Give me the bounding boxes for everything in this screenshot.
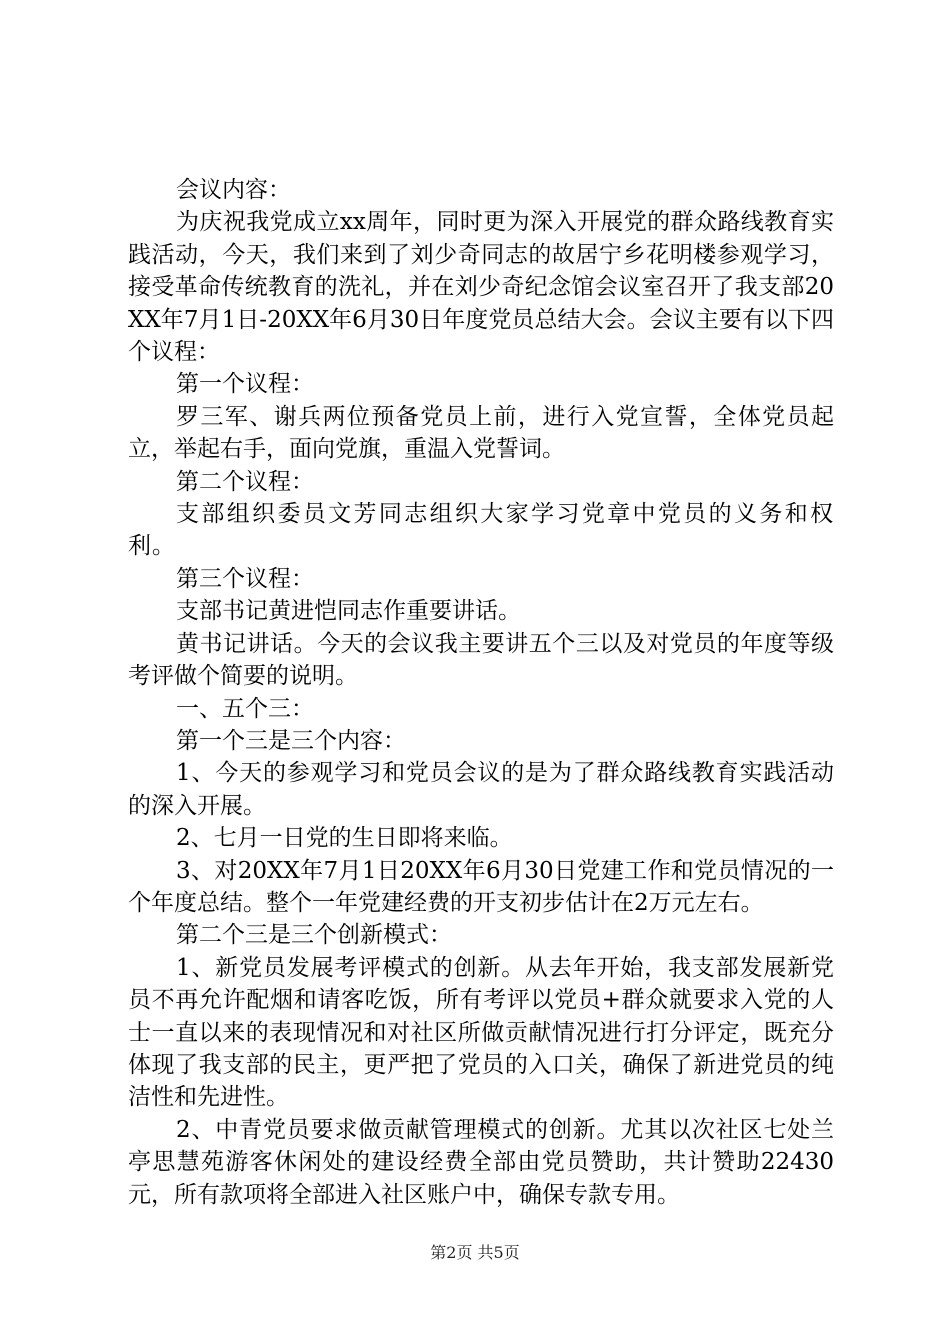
paragraph-agenda-three-body: 支部书记黄进恺同志作重要讲话。	[176, 598, 521, 625]
paragraph-secretary-speech: 黄书记讲话。今天的会议我主要讲五个三以及对党员的年度等级考评做个简要的说明。	[128, 630, 834, 690]
paragraph-agenda-one-heading: 第一个议程：	[176, 371, 314, 398]
paragraph-agenda-one-body: 罗三军、谢兵两位预备党员上前，进行入党宣誓，全体党员起立，举起右手，面向党旗，重温入党誓词。	[128, 403, 834, 463]
paragraph-first-three-item-2: 2、七月一日党的生日即将来临。	[176, 825, 513, 852]
paragraph-meeting-content-heading: 会议内容：	[176, 177, 291, 203]
paragraph-first-three-item-1: 1、今天的参观学习和党员会议的是为了群众路线教育实践活动的深入开展。	[128, 760, 834, 819]
document-body	[128, 174, 834, 1211]
paragraph-first-three-item-3: 3、对20XX年7月1日20XX年6月30日党建工作和党员情况的一个年度总结。整个一年党建经费的开支初步估计在2万元左右。	[128, 857, 834, 916]
paragraph-second-three-heading: 第二个三是三个创新模式：	[176, 922, 452, 949]
paragraph-second-three-item-1: 1、新党员发展考评模式的创新。从去年开始，我支部发展新党员不再允许配烟和请客吃饭，所有考评以党员+群众就要求入党的人士一直以来的表现情况和对社区所做贡献情况进行打分评定，既充分体现了我支部的民主，更严把了党员的入口关，确保了新进党员的纯洁性和先进性。	[128, 954, 834, 1111]
paragraph-five-threes-heading: 一、五个三：	[176, 695, 314, 722]
page-number-label: 第2页 共5页	[430, 1243, 520, 1262]
paragraph-agenda-two-body: 支部组织委员文芳同志组织大家学习党章中党员的义务和权利。	[128, 501, 834, 560]
paragraph-second-three-item-2: 2、中青党员要求做贡献管理模式的创新。尤其以次社区七处兰亭思慧苑游客休闲处的建设经费全部由党员赞助，共计赞助22430元，所有款项将全部进入社区账户中，确保专款专用。	[128, 1116, 834, 1208]
page-footer	[0, 1243, 950, 1263]
paragraph-agenda-three-heading: 第三个议程：	[176, 565, 314, 592]
paragraph-meeting-intro: 为庆祝我党成立xx周年，同时更为深入开展党的群众路线教育实践活动，今天，我们来到了刘少奇同志的故居宁乡花明楼参观学习，接受革命传统教育的洗礼，并在刘少奇纪念馆会议室召开了我支部20XX年7月1日-20XX年6月30日年度党员总结大会。会议主要有以下四个议程：	[128, 209, 834, 366]
paragraph-first-three-heading: 第一个三是三个内容：	[176, 727, 406, 754]
paragraph-agenda-two-heading: 第二个议程：	[176, 468, 314, 495]
